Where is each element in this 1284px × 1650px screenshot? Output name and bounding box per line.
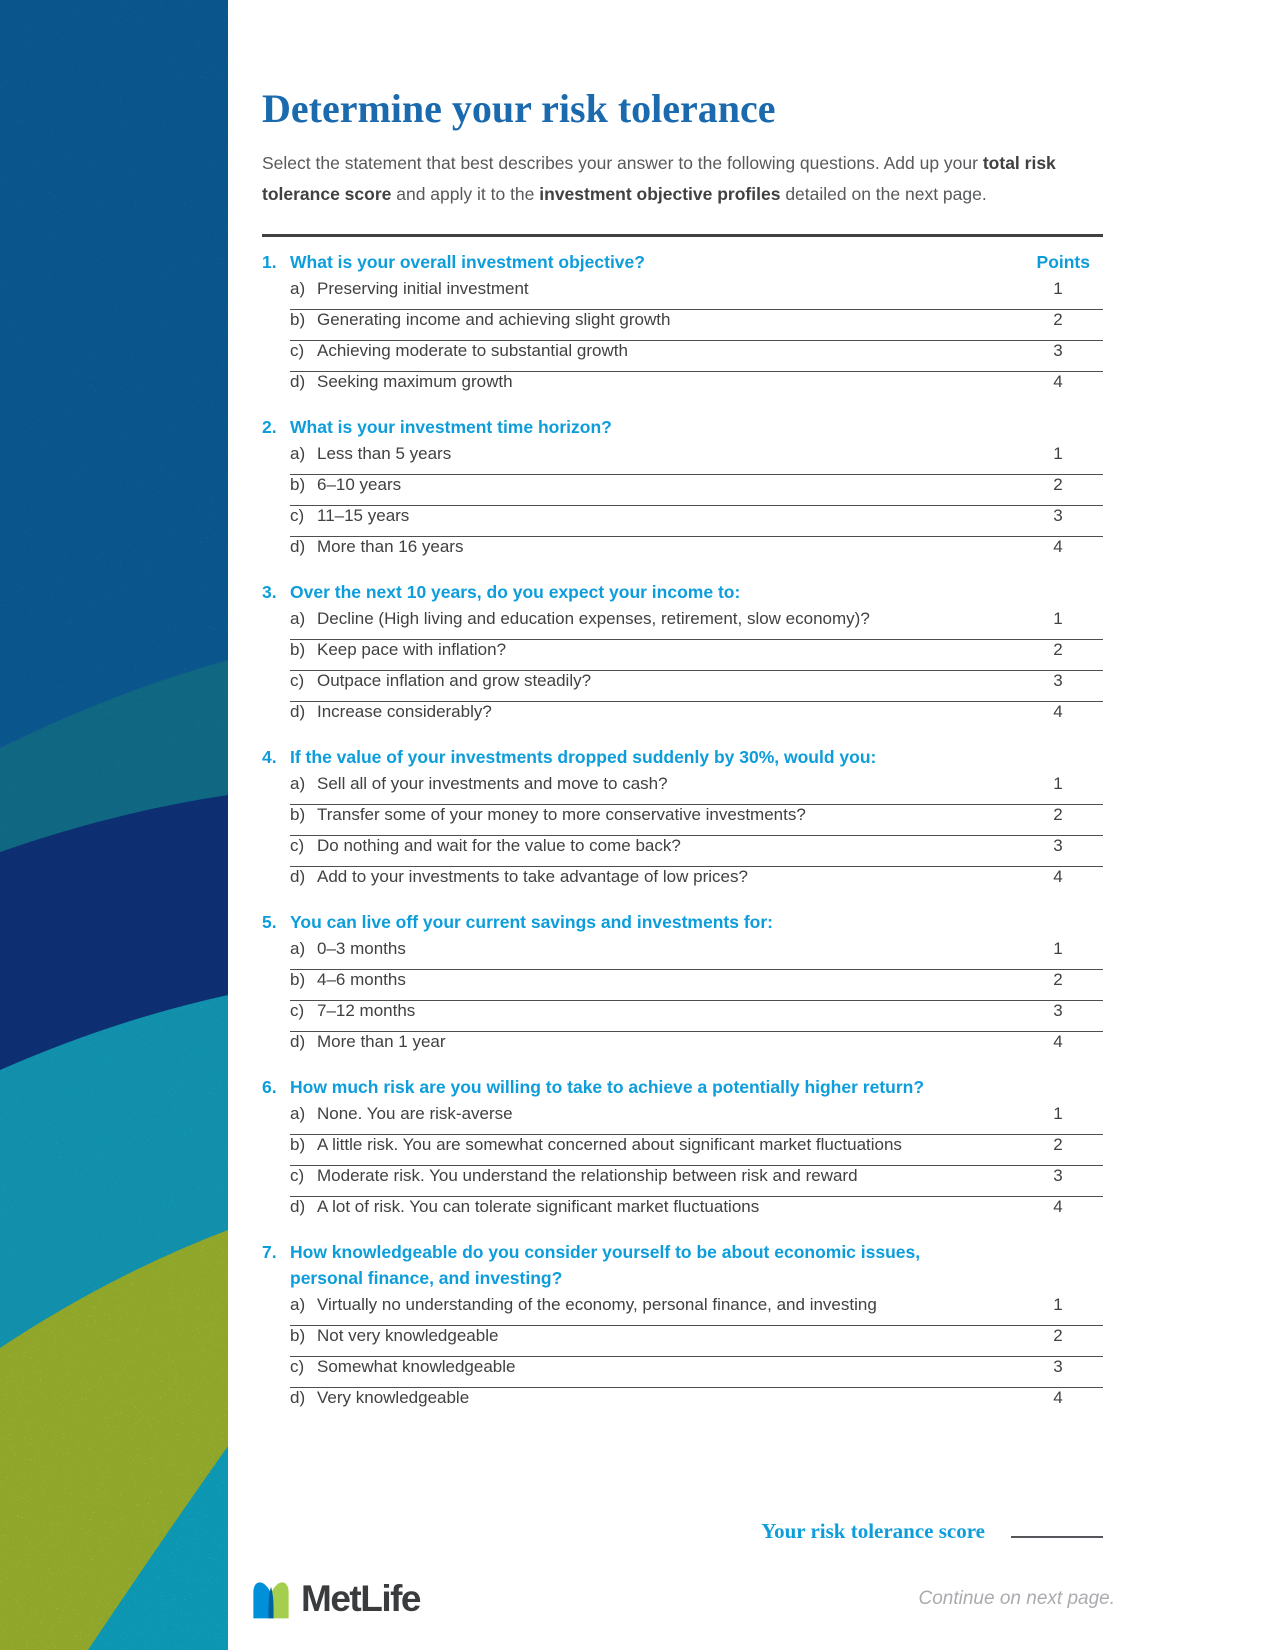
option-text: Less than 5 years xyxy=(317,444,452,463)
option-letter: d) xyxy=(290,867,306,886)
option-points-value: 4 xyxy=(1053,702,1063,721)
option-points-value: 1 xyxy=(1053,774,1063,793)
option-text: A little risk. You are somewhat concerned about significant market fluctuations xyxy=(317,1135,902,1154)
option-text: 4–6 months xyxy=(317,970,406,989)
score-blank-line xyxy=(1011,1518,1103,1538)
metlife-logo xyxy=(250,1578,420,1620)
options-list xyxy=(290,1295,1103,1418)
question-title xyxy=(290,744,1103,770)
option-letter: c) xyxy=(290,1001,305,1020)
option-points-value: 1 xyxy=(1053,444,1063,463)
option-row xyxy=(290,506,1103,537)
option-points-value: 2 xyxy=(1053,475,1063,494)
option-text: A lot of risk. You can tolerate significant market fluctuations xyxy=(317,1197,760,1216)
option-points-value: 3 xyxy=(1053,671,1063,690)
question-title xyxy=(290,1074,1103,1100)
option-points-value: 3 xyxy=(1053,1001,1063,1020)
question-number: 3. xyxy=(262,582,277,602)
option-letter: a) xyxy=(290,774,306,793)
option-text: Not very knowledgeable xyxy=(317,1326,499,1345)
option-row xyxy=(290,1001,1103,1032)
continue-note: Continue on next page. xyxy=(918,1588,1115,1609)
option-points-value: 4 xyxy=(1053,867,1063,886)
option-row xyxy=(290,1326,1103,1357)
option-text: 6–10 years xyxy=(317,475,402,494)
question-block xyxy=(262,909,1103,1062)
intro-text: Select the statement that best describes your answer to the following questions. Add up your xyxy=(262,153,983,173)
question-title-line: What is your overall investment objective? xyxy=(290,252,645,272)
option-row xyxy=(290,867,1103,897)
option-points-value: 1 xyxy=(1053,939,1063,958)
option-row xyxy=(290,805,1103,836)
option-row xyxy=(290,279,1103,310)
option-text: Outpace inflation and grow steadily? xyxy=(317,671,592,690)
option-letter: c) xyxy=(290,1357,305,1376)
option-letter: b) xyxy=(290,640,306,659)
option-row xyxy=(290,1295,1103,1326)
option-text: Sell all of your investments and move to cash? xyxy=(317,774,668,793)
question-block xyxy=(262,249,1103,402)
sidebar-texture-graphic xyxy=(0,0,228,1650)
footer-row xyxy=(250,1578,1115,1620)
question-heading xyxy=(262,579,1103,605)
intro-bold-text: investment objective profiles xyxy=(539,184,781,204)
question-title xyxy=(290,909,1103,935)
intro-text: detailed on the next page. xyxy=(780,184,987,204)
options-list xyxy=(290,609,1103,732)
option-text: Moderate risk. You understand the relationship between risk and reward xyxy=(317,1166,858,1185)
divider-rule xyxy=(262,234,1103,237)
options-list xyxy=(290,774,1103,897)
question-title-line: You can live off your current savings and investments for: xyxy=(290,912,773,932)
question-block xyxy=(262,1239,1103,1418)
option-letter: c) xyxy=(290,341,305,360)
option-row xyxy=(290,609,1103,640)
question-heading xyxy=(262,1074,1103,1100)
option-text: 11–15 years xyxy=(317,506,410,525)
option-text: Seeking maximum growth xyxy=(317,372,513,391)
question-number: 1. xyxy=(262,252,277,272)
option-points-value: 4 xyxy=(1053,537,1063,556)
option-text: Preserving initial investment xyxy=(317,279,529,298)
option-letter: c) xyxy=(290,836,305,855)
option-points-value: 3 xyxy=(1053,1166,1063,1185)
question-number: 4. xyxy=(262,747,277,767)
question-heading xyxy=(262,249,1103,275)
option-letter: b) xyxy=(290,1135,306,1154)
option-points-value: 2 xyxy=(1053,640,1063,659)
intro-text: and apply it to the xyxy=(391,184,540,204)
option-letter: a) xyxy=(290,939,306,958)
option-row xyxy=(290,671,1103,702)
option-points-value: 1 xyxy=(1053,279,1063,298)
options-list xyxy=(290,279,1103,402)
intro-bold-text: total risk tolerance score xyxy=(262,153,1056,204)
options-list xyxy=(290,444,1103,567)
option-row xyxy=(290,475,1103,506)
option-text: Increase considerably? xyxy=(317,702,492,721)
points-column-header: Points xyxy=(1036,252,1090,272)
option-letter: b) xyxy=(290,1326,306,1345)
option-letter: c) xyxy=(290,1166,305,1185)
question-block xyxy=(262,1074,1103,1227)
content-column xyxy=(262,0,1115,1620)
option-text: Decline (High living and education expenses, retirement, slow economy)? xyxy=(317,609,870,628)
option-row xyxy=(290,836,1103,867)
question-title-line: Over the next 10 years, do you expect your income to: xyxy=(290,582,741,602)
option-letter: a) xyxy=(290,444,306,463)
option-points-value: 2 xyxy=(1053,970,1063,989)
option-letter: b) xyxy=(290,475,306,494)
option-row xyxy=(290,774,1103,805)
option-letter: a) xyxy=(290,609,306,628)
option-points-value: 4 xyxy=(1053,372,1063,391)
question-number: 5. xyxy=(262,912,277,932)
option-text: 0–3 months xyxy=(317,939,406,958)
option-text: None. You are risk-averse xyxy=(317,1104,513,1123)
question-title-line: personal finance, and investing? xyxy=(290,1268,563,1288)
score-label: Your risk tolerance score xyxy=(761,1519,985,1543)
question-number: 7. xyxy=(262,1242,277,1262)
question-heading xyxy=(262,909,1103,935)
option-points-value: 3 xyxy=(1053,1357,1063,1376)
option-points-value: 1 xyxy=(1053,1295,1063,1314)
decorative-sidebar xyxy=(0,0,228,1650)
option-row xyxy=(290,970,1103,1001)
option-letter: b) xyxy=(290,805,306,824)
option-text: Transfer some of your money to more conservative investments? xyxy=(317,805,806,824)
option-letter: d) xyxy=(290,1388,306,1407)
option-letter: a) xyxy=(290,279,306,298)
option-points-value: 4 xyxy=(1053,1388,1063,1407)
option-row xyxy=(290,372,1103,402)
option-text: Generating income and achieving slight growth xyxy=(317,310,671,329)
option-row xyxy=(290,640,1103,671)
questions-list xyxy=(262,249,1103,1418)
question-number: 2. xyxy=(262,417,277,437)
option-text: Keep pace with inflation? xyxy=(317,640,507,659)
question-title-line: How knowledgeable do you consider yourself to be about economic issues, xyxy=(290,1242,921,1262)
option-letter: d) xyxy=(290,372,306,391)
option-row xyxy=(290,1197,1103,1227)
question-title xyxy=(290,414,1103,440)
page-title: Determine your risk tolerance xyxy=(262,86,776,131)
option-text: Achieving moderate to substantial growth xyxy=(317,341,628,360)
question-title-line: What is your investment time horizon? xyxy=(290,417,612,437)
option-row xyxy=(290,1357,1103,1388)
option-letter: d) xyxy=(290,1032,306,1051)
question-title-line: If the value of your investments dropped suddenly by 30%, would you: xyxy=(290,747,877,767)
options-list xyxy=(290,1104,1103,1227)
option-points-value: 3 xyxy=(1053,341,1063,360)
option-points-value: 3 xyxy=(1053,836,1063,855)
option-row xyxy=(290,444,1103,475)
option-points-value: 2 xyxy=(1053,805,1063,824)
question-heading xyxy=(262,414,1103,440)
option-text: More than 16 years xyxy=(317,537,464,556)
option-text: Do nothing and wait for the value to come back? xyxy=(317,836,681,855)
option-row xyxy=(290,1388,1103,1418)
options-list xyxy=(290,939,1103,1062)
option-letter: d) xyxy=(290,537,306,556)
question-title xyxy=(290,249,1037,275)
option-row xyxy=(290,1104,1103,1135)
option-points-value: 3 xyxy=(1053,506,1063,525)
option-points-value: 4 xyxy=(1053,1197,1063,1216)
question-number: 6. xyxy=(262,1077,277,1097)
option-row xyxy=(290,310,1103,341)
option-row xyxy=(290,341,1103,372)
option-row xyxy=(290,1032,1103,1062)
option-points-value: 1 xyxy=(1053,609,1063,628)
option-points-value: 2 xyxy=(1053,1326,1063,1345)
option-points-value: 4 xyxy=(1053,1032,1063,1051)
option-letter: c) xyxy=(290,506,305,525)
option-text: More than 1 year xyxy=(317,1032,446,1051)
option-letter: b) xyxy=(290,310,306,329)
option-row xyxy=(290,537,1103,567)
score-row xyxy=(262,1518,1103,1544)
option-text: Add to your investments to take advantage of low prices? xyxy=(317,867,748,886)
metlife-logo-mark-icon xyxy=(250,1578,292,1620)
option-text: Somewhat knowledgeable xyxy=(317,1357,516,1376)
option-row xyxy=(290,939,1103,970)
option-row xyxy=(290,702,1103,732)
option-letter: b) xyxy=(290,970,306,989)
question-block xyxy=(262,579,1103,732)
question-title-line: How much risk are you willing to take to achieve a potentially higher return? xyxy=(290,1077,925,1097)
option-points-value: 2 xyxy=(1053,1135,1063,1154)
question-title xyxy=(290,1239,1103,1291)
metlife-wordmark: MetLife xyxy=(301,1578,420,1619)
option-points-value: 2 xyxy=(1053,310,1063,329)
option-letter: c) xyxy=(290,671,305,690)
option-letter: a) xyxy=(290,1295,306,1314)
question-heading xyxy=(262,744,1103,770)
option-letter: d) xyxy=(290,702,306,721)
option-text: Very knowledgeable xyxy=(317,1388,470,1407)
option-row xyxy=(290,1135,1103,1166)
question-heading xyxy=(262,1239,1103,1291)
option-text: Virtually no understanding of the economy, personal finance, and investing xyxy=(317,1295,877,1314)
intro-paragraph xyxy=(262,148,1103,210)
option-letter: a) xyxy=(290,1104,306,1123)
option-letter: d) xyxy=(290,1197,306,1216)
question-block xyxy=(262,414,1103,567)
option-points-value: 1 xyxy=(1053,1104,1063,1123)
option-text: 7–12 months xyxy=(317,1001,416,1020)
question-block xyxy=(262,744,1103,897)
question-title xyxy=(290,579,1103,605)
option-row xyxy=(290,1166,1103,1197)
